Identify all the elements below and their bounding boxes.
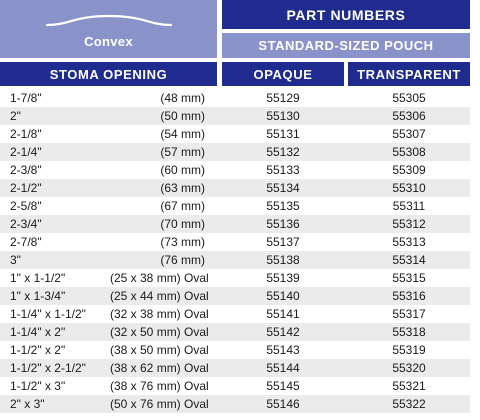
table-row	[0, 197, 470, 215]
transparent-part-cell: 55314	[392, 253, 426, 267]
metric-size-cell: (73 mm)	[160, 235, 205, 249]
stoma-size-cell: 2-3/8"	[10, 163, 42, 177]
stoma-size-cell: 1-1/4" x 1-1/2"	[10, 307, 86, 321]
table-row	[0, 359, 470, 377]
transparent-part-cell: 55322	[392, 397, 426, 411]
metric-size-cell: (50 x 76 mm) Oval	[110, 397, 209, 411]
transparent-part-cell: 55312	[392, 217, 426, 231]
transparent-part-cell: 55320	[392, 361, 426, 375]
metric-size-cell: (38 x 62 mm) Oval	[110, 361, 209, 375]
stoma-size-cell: 2"	[10, 109, 21, 123]
opaque-part-cell: 55145	[266, 379, 300, 393]
table-row	[0, 125, 470, 143]
metric-size-cell: (48 mm)	[160, 91, 205, 105]
table-row	[0, 395, 470, 413]
table-row	[0, 143, 470, 161]
table-row	[0, 323, 470, 341]
metric-size-cell: (57 mm)	[160, 145, 205, 159]
stoma-opening-header: STOMA OPENING	[0, 62, 217, 86]
table-row	[0, 89, 470, 107]
table-row	[0, 215, 470, 233]
transparent-part-cell: 55310	[392, 181, 426, 195]
table-row	[0, 305, 470, 323]
opaque-part-cell: 55137	[266, 235, 300, 249]
stoma-size-cell: 2-5/8"	[10, 199, 42, 213]
metric-size-cell: (50 mm)	[160, 109, 205, 123]
table-row	[0, 107, 470, 125]
stoma-size-cell: 1" x 1-3/4"	[10, 289, 66, 303]
stoma-size-cell: 1-1/2" x 2"	[10, 343, 66, 357]
convex-curve-icon	[29, 12, 189, 30]
transparent-part-cell: 55305	[392, 91, 426, 105]
transparent-part-cell: 55306	[392, 109, 426, 123]
transparent-part-cell: 55313	[392, 235, 426, 249]
opaque-part-cell: 55142	[266, 325, 300, 339]
stoma-size-cell: 2-1/2"	[10, 181, 42, 195]
stoma-size-cell: 2-1/4"	[10, 145, 42, 159]
opaque-part-cell: 55130	[266, 109, 300, 123]
transparent-part-cell: 55307	[392, 127, 426, 141]
stoma-size-cell: 2-3/4"	[10, 217, 42, 231]
metric-size-cell: (38 x 50 mm) Oval	[110, 343, 209, 357]
opaque-part-cell: 55140	[266, 289, 300, 303]
table-row	[0, 377, 470, 395]
transparent-part-cell: 55318	[392, 325, 426, 339]
stoma-size-cell: 1-1/2" x 2-1/2"	[10, 361, 86, 375]
stoma-size-cell: 2-7/8"	[10, 235, 42, 249]
transparent-part-cell: 55309	[392, 163, 426, 177]
convex-label: Convex	[84, 33, 133, 49]
transparent-header: TRANSPARENT	[348, 62, 470, 86]
table-row	[0, 179, 470, 197]
table-row	[0, 341, 470, 359]
opaque-part-cell: 55131	[266, 127, 300, 141]
metric-size-cell: (25 x 38 mm) Oval	[110, 271, 209, 285]
metric-size-cell: (32 x 50 mm) Oval	[110, 325, 209, 339]
table-row	[0, 161, 470, 179]
standard-pouch-header: STANDARD-SIZED POUCH	[222, 33, 470, 58]
convex-header	[0, 0, 217, 58]
stoma-size-cell: 1-7/8"	[10, 91, 42, 105]
metric-size-cell: (38 x 76 mm) Oval	[110, 379, 209, 393]
stoma-size-cell: 2-1/8"	[10, 127, 42, 141]
opaque-part-cell: 55138	[266, 253, 300, 267]
stoma-size-cell: 2" x 3"	[10, 397, 45, 411]
transparent-part-cell: 55311	[392, 199, 426, 213]
opaque-part-cell: 55144	[266, 361, 300, 375]
transparent-part-cell: 55315	[392, 271, 426, 285]
metric-size-cell: (25 x 44 mm) Oval	[110, 289, 209, 303]
opaque-part-cell: 55135	[266, 199, 300, 213]
opaque-part-cell: 55141	[266, 307, 300, 321]
stoma-size-cell: 1-1/4" x 2"	[10, 325, 66, 339]
opaque-header: OPAQUE	[222, 62, 344, 86]
stoma-size-cell: 1-1/2" x 3"	[10, 379, 66, 393]
opaque-part-cell: 55146	[266, 397, 300, 411]
metric-size-cell: (60 mm)	[160, 163, 205, 177]
stoma-size-cell: 1" x 1-1/2"	[10, 271, 66, 285]
transparent-part-cell: 55321	[392, 379, 426, 393]
table-row	[0, 269, 470, 287]
opaque-part-cell: 55134	[266, 181, 300, 195]
opaque-part-cell: 55133	[266, 163, 300, 177]
metric-size-cell: (54 mm)	[160, 127, 205, 141]
opaque-part-cell: 55136	[266, 217, 300, 231]
opaque-part-cell: 55139	[266, 271, 300, 285]
stoma-size-cell: 3"	[10, 253, 21, 267]
opaque-part-cell: 55143	[266, 343, 300, 357]
part-numbers-header: PART NUMBERS	[222, 0, 470, 29]
metric-size-cell: (76 mm)	[160, 253, 205, 267]
table-row	[0, 233, 470, 251]
transparent-part-cell: 55317	[392, 307, 426, 321]
opaque-part-cell: 55129	[266, 91, 300, 105]
transparent-part-cell: 55308	[392, 145, 426, 159]
metric-size-cell: (32 x 38 mm) Oval	[110, 307, 209, 321]
opaque-part-cell: 55132	[266, 145, 300, 159]
table-row	[0, 287, 470, 305]
metric-size-cell: (70 mm)	[160, 217, 205, 231]
part-number-table	[0, 89, 470, 413]
metric-size-cell: (67 mm)	[160, 199, 205, 213]
transparent-part-cell: 55316	[392, 289, 426, 303]
metric-size-cell: (63 mm)	[160, 181, 205, 195]
transparent-part-cell: 55319	[392, 343, 426, 357]
table-row	[0, 251, 470, 269]
